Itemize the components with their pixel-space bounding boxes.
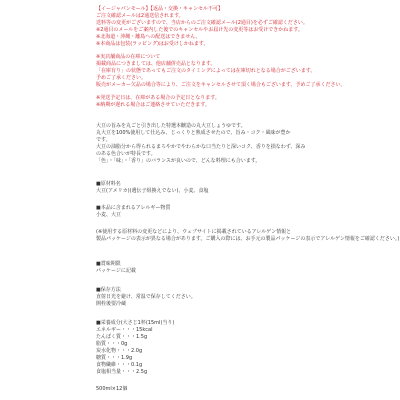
- nutrition-energy: エネルギー・・・15kcal: [96, 327, 153, 333]
- allergens-heading: ■本品に含まれるアレルギー物質: [96, 205, 171, 211]
- nutrition-protein: たんぱく質・・・1.5g: [96, 334, 148, 340]
- shipping-caution: [96, 95, 316, 109]
- allergen-disclaimer: [96, 229, 400, 243]
- nutrition-section: [96, 320, 316, 376]
- desc-line-4: 大豆の油脂分から得られるまろやかでやわらかな口当たりと深いコク、香りを損なわず、深み: [96, 144, 306, 150]
- package-quantity: 500ml×12個: [96, 386, 128, 392]
- ingredients-value: 大豆(アメリカ)(遺伝子組換えでない)、小麦、食塩: [96, 188, 209, 194]
- storage-line-2: 開栓後要冷蔵: [96, 301, 127, 307]
- store-line-3: 「在庫有り」の状態であってもご注文のタイミングによっては在庫切れとなる場合がございます。: [96, 68, 316, 74]
- caution-line-2: ※納期が遅れる場合はご連絡させていただきます。: [96, 102, 210, 108]
- store-line-1: ※実店舗商品の在庫について: [96, 54, 161, 60]
- note-line-2: 製品パッケージの表示が異なる場合があります。ご購入の際には、お手元の製品パッケージの表示でアレルゲン情報をご確認ください。): [96, 236, 400, 242]
- notice-line-1: 【イージャパンモール】【返品・交換・キャンセル不可】: [96, 6, 224, 12]
- storage-section: [96, 287, 316, 308]
- desc-line-2: 丸大豆を100%使用して仕込み、じっくりと熟成させたので、旨み・コク・風味が豊か: [96, 130, 291, 136]
- note-line-1: (※使用する原材料の変更などにより、ウェブサイトに掲載されているアレルゲン情報と: [96, 229, 292, 235]
- notice-line-2: ご注文確認メールは2通送信されます。: [96, 13, 184, 19]
- desc-line-5: のある色合いが特長です。: [96, 151, 156, 157]
- nutrition-fiber: 食物繊維・・・0.1g: [96, 362, 143, 368]
- nutrition-fat: 脂質・・・0g: [96, 341, 128, 347]
- nutrition-sugar: 糖質・・・1.9g: [96, 355, 133, 361]
- nutrition-carbohydrate: 炭水化物・・・2.0g: [96, 348, 143, 354]
- notice-line-3: 送料等の変更がございますので、当店からのご注文確認メール(2通目)を必ずご確認ください。: [96, 20, 308, 26]
- desc-line-6: 「色」・「味」・「香り」のバランスが良いので、どんな料理にも合います。: [96, 158, 261, 164]
- expiry-heading: ■賞味期限: [96, 261, 121, 267]
- store-line-2: 掲載商品につきましては、他店舗併売品となります。: [96, 61, 216, 67]
- product-description: [96, 6, 400, 400]
- store-line-5: 販売がメーカー欠品の場合等により、ご注文をキャンセルさせて頂く場合もございます。予めご了承ください。: [96, 82, 346, 88]
- notice-line-4: ※2通目のメールをご案内した後でのキャンセルやお届け先の変更等はお受けできかねます。: [96, 27, 303, 33]
- storage-heading: ■保存方法: [96, 287, 121, 293]
- notice-line-5: ※北海道・沖縄・離島への配送はできません。: [96, 34, 201, 40]
- product-summary: [96, 123, 316, 165]
- notice-line-6: ※本商品は包装(ラッピング)はお受けしかねます。: [96, 41, 209, 47]
- package-section: [96, 386, 316, 393]
- ingredients-section: [96, 181, 316, 195]
- allergens-section: [96, 205, 316, 219]
- caution-line-1: ※発送予定日は、在庫がある場合の予定日となります。: [96, 95, 220, 101]
- store-stock-notice: [96, 54, 346, 89]
- nutrition-salt: 食塩相当量・・・2.5g: [96, 369, 148, 375]
- desc-line-1: 大豆の旨みを丸ごと引き出した特選本醸造の丸大豆しょうゆです。: [96, 123, 246, 129]
- ingredients-heading: ■原材料名: [96, 181, 121, 187]
- expiry-section: [96, 261, 316, 275]
- store-line-4: 予めご了承ください。: [96, 75, 147, 81]
- order-notice: [96, 6, 316, 48]
- storage-line-1: 直射日光を避け、常温で保存してください。: [96, 294, 196, 300]
- allergens-value: 小麦、大豆: [96, 212, 122, 218]
- nutrition-heading: ■栄養成分(大さじ1杯(15ml)当り): [96, 320, 175, 326]
- expiry-value: パッケージに記載: [96, 268, 136, 274]
- desc-line-3: です。: [96, 137, 111, 143]
